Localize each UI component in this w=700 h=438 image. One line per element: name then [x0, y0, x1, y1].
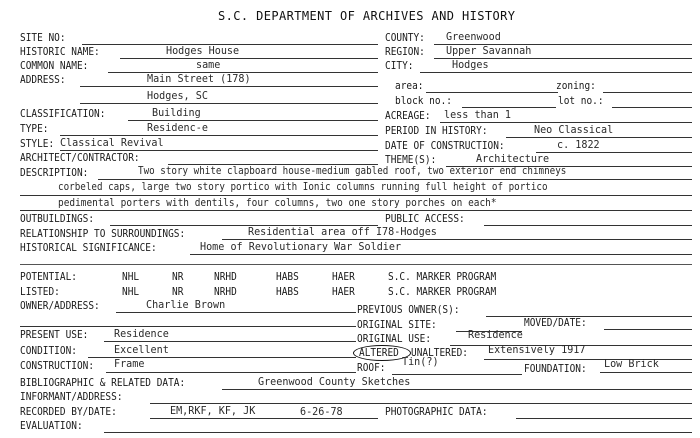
region-label: REGION:	[385, 45, 425, 58]
address-line1-value: Main Street (178)	[147, 72, 251, 85]
foundation-line	[600, 372, 692, 373]
original-use-value: Residence	[468, 328, 523, 341]
potential-nhl: NHL	[122, 270, 140, 283]
altered-value: Extensively 1917	[488, 343, 586, 356]
owner-address-label: OWNER/ADDRESS:	[20, 299, 100, 312]
public-access-label: PUBLIC ACCESS:	[385, 212, 465, 225]
moved-date-label: MOVED/DATE:	[524, 316, 587, 329]
owner-value: Charlie Brown	[146, 298, 226, 311]
theme-value: Architecture	[476, 152, 550, 165]
period-value: Neo Classical	[534, 123, 614, 136]
recorded-date-value: 6-26-78	[300, 405, 343, 418]
region-value: Upper Savannah	[446, 44, 532, 57]
city-line	[420, 72, 692, 73]
area-label: area:	[395, 79, 424, 92]
roof-value: Tin(?)	[402, 355, 439, 368]
zoning-label: zoning:	[556, 79, 596, 92]
common-name-label: COMMON NAME:	[20, 59, 89, 72]
area-line	[426, 92, 558, 93]
historic-name-value: Hodges House	[166, 44, 240, 57]
potential-haer: HAER	[332, 270, 355, 283]
lot-no-line	[612, 107, 692, 108]
evaluation-label: EVALUATION:	[20, 419, 83, 432]
construction-label: CONSTRUCTION:	[20, 359, 95, 372]
historical-significance-value: Home of Revolutionary War Soldier	[200, 240, 402, 253]
potential-label: POTENTIAL:	[20, 270, 77, 283]
theme-label: THEME(S):	[385, 153, 437, 166]
previous-owners-line	[486, 316, 692, 317]
evaluation-line	[104, 432, 692, 433]
county-label: COUNTY:	[385, 31, 425, 44]
condition-value: Excellent	[114, 343, 169, 356]
present-use-line	[104, 341, 356, 342]
construction-value: Frame	[114, 357, 145, 370]
acreage-value: less than 1	[444, 108, 512, 121]
architect-label: ARCHITECT/CONTRACTOR:	[20, 151, 140, 164]
date-construction-line	[536, 152, 692, 153]
historic-name-label: HISTORIC NAME:	[20, 45, 100, 58]
recorded-by-value: EM,RKF, KF, JK	[170, 404, 256, 417]
recorded-by-line	[150, 418, 378, 419]
unaltered-label: UNALTERED:	[411, 346, 468, 359]
foundation-value: Low Brick	[604, 357, 659, 370]
description-line3: pedimental porters with dentils, four columns, two one story porches on each*	[58, 196, 497, 209]
description-label: DESCRIPTION:	[20, 166, 89, 179]
city-value: Hodges	[452, 58, 489, 71]
listed-label: LISTED:	[20, 285, 60, 298]
historic-name-line	[120, 58, 378, 59]
address-line1-rule	[80, 86, 378, 87]
acreage-label: ACREAGE:	[385, 109, 431, 122]
bibliographic-label: BIBLIOGRAPHIC & RELATED DATA:	[20, 376, 186, 389]
date-construction-label: DATE OF CONSTRUCTION:	[385, 139, 505, 152]
historical-significance-label: HISTORICAL SIGNIFICANCE:	[20, 241, 157, 254]
county-value: Greenwood	[446, 30, 501, 43]
address-line2-value: Hodges, SC	[147, 89, 208, 102]
condition-label: CONDITION:	[20, 344, 77, 357]
type-label: TYPE:	[20, 122, 49, 135]
description-line2: corbeled caps, large two story portico with Ionic columns running full height of portico	[58, 180, 548, 193]
block-no-label: block no.:	[395, 94, 452, 107]
listed-nr: NR	[172, 285, 184, 298]
section-divider	[20, 264, 692, 265]
address-line2-rule	[80, 103, 378, 104]
historical-significance-line	[190, 254, 692, 255]
moved-date-line	[604, 329, 692, 330]
zoning-line	[603, 92, 692, 93]
present-use-label: PRESENT USE:	[20, 328, 89, 341]
potential-nr: NR	[172, 270, 184, 283]
original-use-label: ORIGINAL USE:	[357, 332, 432, 345]
period-label: PERIOD IN HISTORY:	[385, 124, 488, 137]
altered-line	[484, 359, 692, 360]
altered-label: ALTERED	[359, 346, 399, 359]
style-value: Classical Revival	[60, 136, 164, 149]
style-label: STYLE:	[20, 137, 55, 150]
bibliographic-value: Greenwood County Sketches	[258, 375, 411, 388]
classification-label: CLASSIFICATION:	[20, 107, 106, 120]
photographic-label: PHOTOGRAPHIC DATA:	[385, 405, 488, 418]
present-use-value: Residence	[114, 327, 169, 340]
informant-label: INFORMANT/ADDRESS:	[20, 390, 123, 403]
bibliographic-line	[222, 389, 692, 390]
previous-owners-label: PREVIOUS OWNER(S):	[357, 303, 460, 316]
date-construction-value: c. 1822	[557, 138, 600, 151]
listed-marker: S.C. MARKER PROGRAM	[388, 285, 497, 298]
recorded-by-label: RECORDED BY/DATE:	[20, 405, 117, 418]
relationship-value: Residential area off I78-Hodges	[248, 225, 437, 238]
owner-line	[116, 312, 356, 313]
relationship-label: RELATIONSHIP TO SURROUNDINGS:	[20, 227, 186, 240]
public-access-line	[484, 225, 692, 226]
potential-marker: S.C. MARKER PROGRAM	[388, 270, 497, 283]
description-line1: Two story white clapboard house-medium gabled roof, two exterior end chimneys	[138, 164, 567, 177]
listed-habs: HABS	[276, 285, 299, 298]
original-site-label: ORIGINAL SITE:	[357, 318, 437, 331]
potential-nrhd: NRHD	[214, 270, 237, 283]
construction-line	[106, 372, 356, 373]
address-label: ADDRESS:	[20, 73, 66, 86]
common-name-value: same	[196, 58, 221, 71]
form-title: S.C. DEPARTMENT OF ARCHIVES AND HISTORY	[218, 9, 516, 23]
site-no-label: SITE NO:	[20, 31, 66, 44]
description-rule3	[20, 210, 692, 211]
owner-line2	[20, 326, 356, 327]
city-label: CITY:	[385, 59, 414, 72]
listed-haer: HAER	[332, 285, 355, 298]
foundation-label: FOUNDATION:	[524, 362, 587, 375]
listed-nrhd: NRHD	[214, 285, 237, 298]
photographic-line	[516, 418, 692, 419]
type-value: Residenc-e	[147, 121, 208, 134]
roof-line	[392, 374, 522, 375]
listed-nhl: NHL	[122, 285, 140, 298]
classification-value: Building	[152, 106, 201, 119]
outbuildings-label: OUTBUILDINGS:	[20, 212, 95, 225]
lot-no-label: lot no.:	[558, 94, 604, 107]
roof-label: ROOF:	[357, 361, 386, 374]
potential-habs: HABS	[276, 270, 299, 283]
